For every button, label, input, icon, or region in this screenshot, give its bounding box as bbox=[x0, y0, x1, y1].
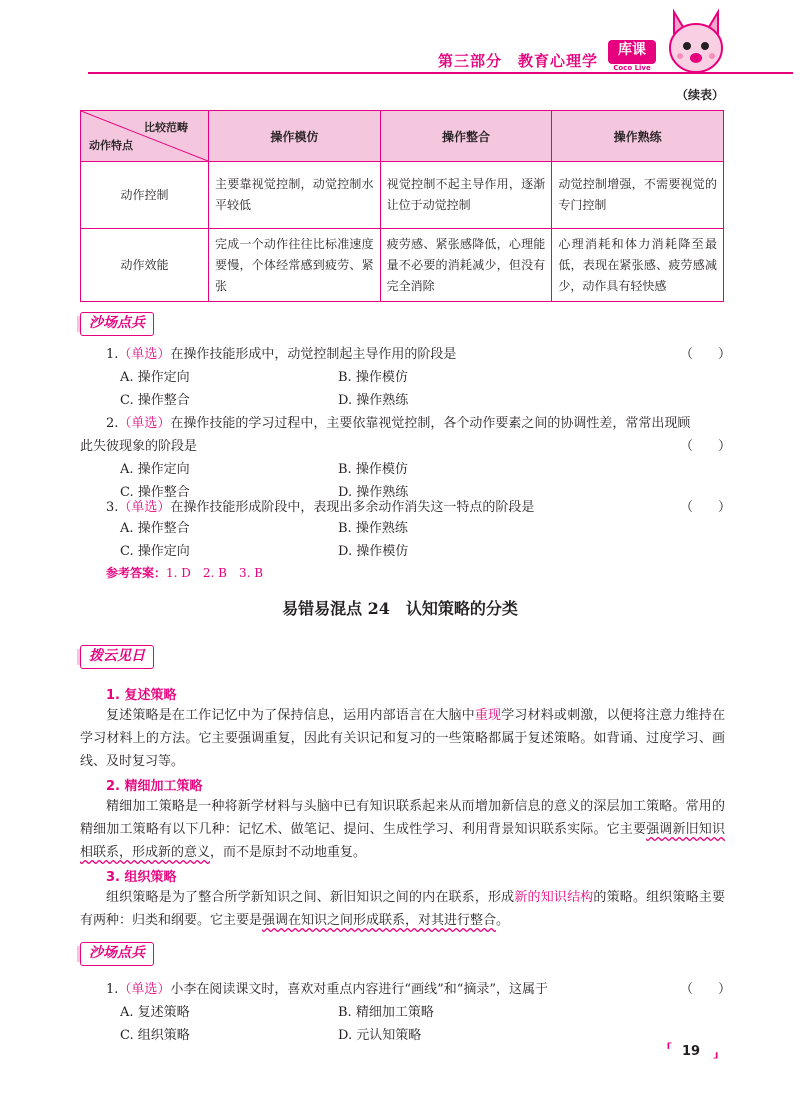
reference-answer bbox=[106, 564, 263, 581]
question-2-cont: 此失彼现象的阶段是 bbox=[80, 439, 198, 454]
question-2 bbox=[106, 412, 690, 431]
column-header: 操作模仿 bbox=[209, 111, 381, 162]
table-cell: 心理消耗和体力消耗降至最低，表现在紧张感、疲劳感减少，动作具有轻快感 bbox=[552, 229, 724, 302]
text-run: 学习材料或刺激，以便将注意力维持在学习材料上的方法。它主要强调重复，因此有关识记和复习的一些策略都属于复述策略。如背诵、过度学习、画线、及时复习等。 bbox=[80, 708, 725, 769]
question-1 bbox=[106, 343, 456, 362]
explain-tag: 拨云见日 bbox=[80, 645, 154, 669]
text-run: 组织策略是为了整合所学新知识之间、新旧知识之间的内在联系，形成 bbox=[106, 890, 515, 905]
column-header: 操作整合 bbox=[380, 111, 552, 162]
text-run: ，而不是原封不动地重复。 bbox=[210, 845, 367, 860]
question-type: （单选） bbox=[118, 416, 171, 431]
option-c: C. 操作定向 bbox=[120, 544, 190, 559]
option-b: B. 操作模仿 bbox=[338, 370, 408, 385]
answer-blank: （ ） bbox=[680, 439, 738, 454]
corner-top-label: 比较范畴 bbox=[144, 121, 188, 134]
subsection-title: 2. 精细加工策略 bbox=[106, 779, 203, 794]
question-3 bbox=[106, 496, 534, 515]
question-type: （单选） bbox=[118, 982, 171, 997]
subsection-title: 3. 组织策略 bbox=[106, 870, 177, 885]
table-row bbox=[81, 162, 724, 229]
answer-label: 参考答案： bbox=[106, 566, 167, 580]
option-d: D. 操作熟练 bbox=[338, 393, 409, 408]
paragraph bbox=[80, 886, 725, 932]
subsection-title: 1. 复述策略 bbox=[106, 688, 177, 703]
column-header: 操作熟练 bbox=[552, 111, 724, 162]
page-number: 19 bbox=[682, 1044, 701, 1059]
question-text: 在操作技能形成阶段中，表现出多余动作消失这一特点的阶段是 bbox=[170, 500, 535, 515]
practice-tag: 沙场点兵 bbox=[80, 942, 154, 966]
table-cell: 动觉控制增强，不需要视觉的专门控制 bbox=[552, 162, 724, 229]
row-header: 动作控制 bbox=[81, 162, 209, 229]
paragraph bbox=[80, 795, 725, 864]
table-cell: 视觉控制不起主导作用，逐渐让位于动觉控制 bbox=[380, 162, 552, 229]
question-type: （单选） bbox=[118, 500, 171, 515]
comparison-table bbox=[80, 110, 724, 302]
header-divider bbox=[88, 72, 793, 74]
wavy-underline-text: 强调新旧知识相联系，形成新的意义 bbox=[80, 822, 725, 860]
option-d: D. 元认知策略 bbox=[338, 1028, 422, 1043]
question-number: 3. bbox=[106, 500, 119, 515]
option-a: A. 操作定向 bbox=[120, 462, 190, 477]
text-run: 的策略。组织策略主要有两种：归类和纲要。它主要是 bbox=[80, 890, 725, 928]
brand-name: 库课 bbox=[618, 42, 646, 58]
question-number: 2. bbox=[106, 416, 119, 431]
mascot-icon bbox=[660, 6, 732, 80]
answer-value: 1. D 2. B 3. B bbox=[166, 566, 264, 580]
page-bracket-left-icon: ⸢ bbox=[666, 1040, 674, 1061]
question-1 bbox=[106, 978, 548, 997]
table-continued: （续表） bbox=[675, 88, 724, 102]
option-c: C. 操作整合 bbox=[120, 393, 190, 408]
option-b: B. 操作模仿 bbox=[338, 462, 408, 477]
table-cell: 疲劳感、紧张感降低，心理能量不必要的消耗减少，但没有完全消除 bbox=[380, 229, 552, 302]
text-run: 精细加工策略是一种将新学材料与头脑中已有知识联系起来从而增加新信息的意义的深层加工策略。常用的精细加工策略有以下几种：记忆术、做笔记、提问、生成性学习、利用背景知识联系实际。它主要 bbox=[80, 799, 725, 837]
page-header bbox=[0, 0, 800, 84]
question-text: 在操作技能的学习过程中，主要依靠视觉控制，各个动作要素之间的协调性差，常常出现顾 bbox=[170, 416, 691, 431]
option-c: C. 操作整合 bbox=[120, 485, 190, 500]
table-corner-cell bbox=[81, 111, 209, 162]
text-run: 。 bbox=[496, 913, 510, 928]
row-header: 动作效能 bbox=[81, 229, 209, 302]
option-b: B. 精细加工策略 bbox=[338, 1005, 434, 1020]
option-a: A. 复述策略 bbox=[120, 1005, 190, 1020]
answer-blank: （ ） bbox=[680, 500, 738, 515]
option-d: D. 操作熟练 bbox=[338, 485, 409, 500]
table-cell: 主要靠视觉控制，动觉控制水平较低 bbox=[209, 162, 381, 229]
table-row bbox=[81, 229, 724, 302]
highlight-text: 重现 bbox=[474, 708, 502, 723]
question-text: 小李在阅读课文时，喜欢对重点内容进行“画线”和“摘录”，这属于 bbox=[170, 982, 549, 997]
question-number: 1. bbox=[106, 982, 119, 997]
question-text: 在操作技能形成中，动觉控制起主导作用的阶段是 bbox=[170, 347, 457, 362]
highlight-text: 新的知识结构 bbox=[514, 890, 594, 905]
corner-bottom-label: 动作特点 bbox=[89, 139, 133, 152]
option-d: D. 操作模仿 bbox=[338, 544, 409, 559]
section-title: 易错易混点 24 认知策略的分类 bbox=[282, 599, 518, 618]
question-number: 1. bbox=[106, 347, 119, 362]
text-run: 复述策略是在工作记忆中为了保持信息，运用内部语言在大脑中 bbox=[106, 708, 475, 723]
table-header-row bbox=[81, 111, 724, 162]
option-a: A. 操作定向 bbox=[120, 370, 190, 385]
paragraph bbox=[80, 704, 725, 773]
header-title: 第三部分 教育心理学 bbox=[438, 52, 599, 70]
question-type: （单选） bbox=[118, 347, 171, 362]
brand-logo bbox=[608, 40, 656, 72]
option-a: A. 操作整合 bbox=[120, 521, 190, 536]
table-cell: 完成一个动作往往比标准速度要慢，个体经常感到疲劳、紧张 bbox=[209, 229, 381, 302]
page-bracket-right-icon: ⸥ bbox=[712, 1040, 720, 1061]
answer-blank: （ ） bbox=[680, 347, 738, 362]
wavy-underline-text: 强调在知识之间形成联系，对其进行整合 bbox=[262, 913, 497, 928]
answer-blank: （ ） bbox=[680, 982, 738, 997]
option-b: B. 操作熟练 bbox=[338, 521, 408, 536]
practice-tag: 沙场点兵 bbox=[80, 312, 154, 336]
option-c: C. 组织策略 bbox=[120, 1028, 190, 1043]
brand-subtitle: Coco Live bbox=[613, 64, 651, 72]
